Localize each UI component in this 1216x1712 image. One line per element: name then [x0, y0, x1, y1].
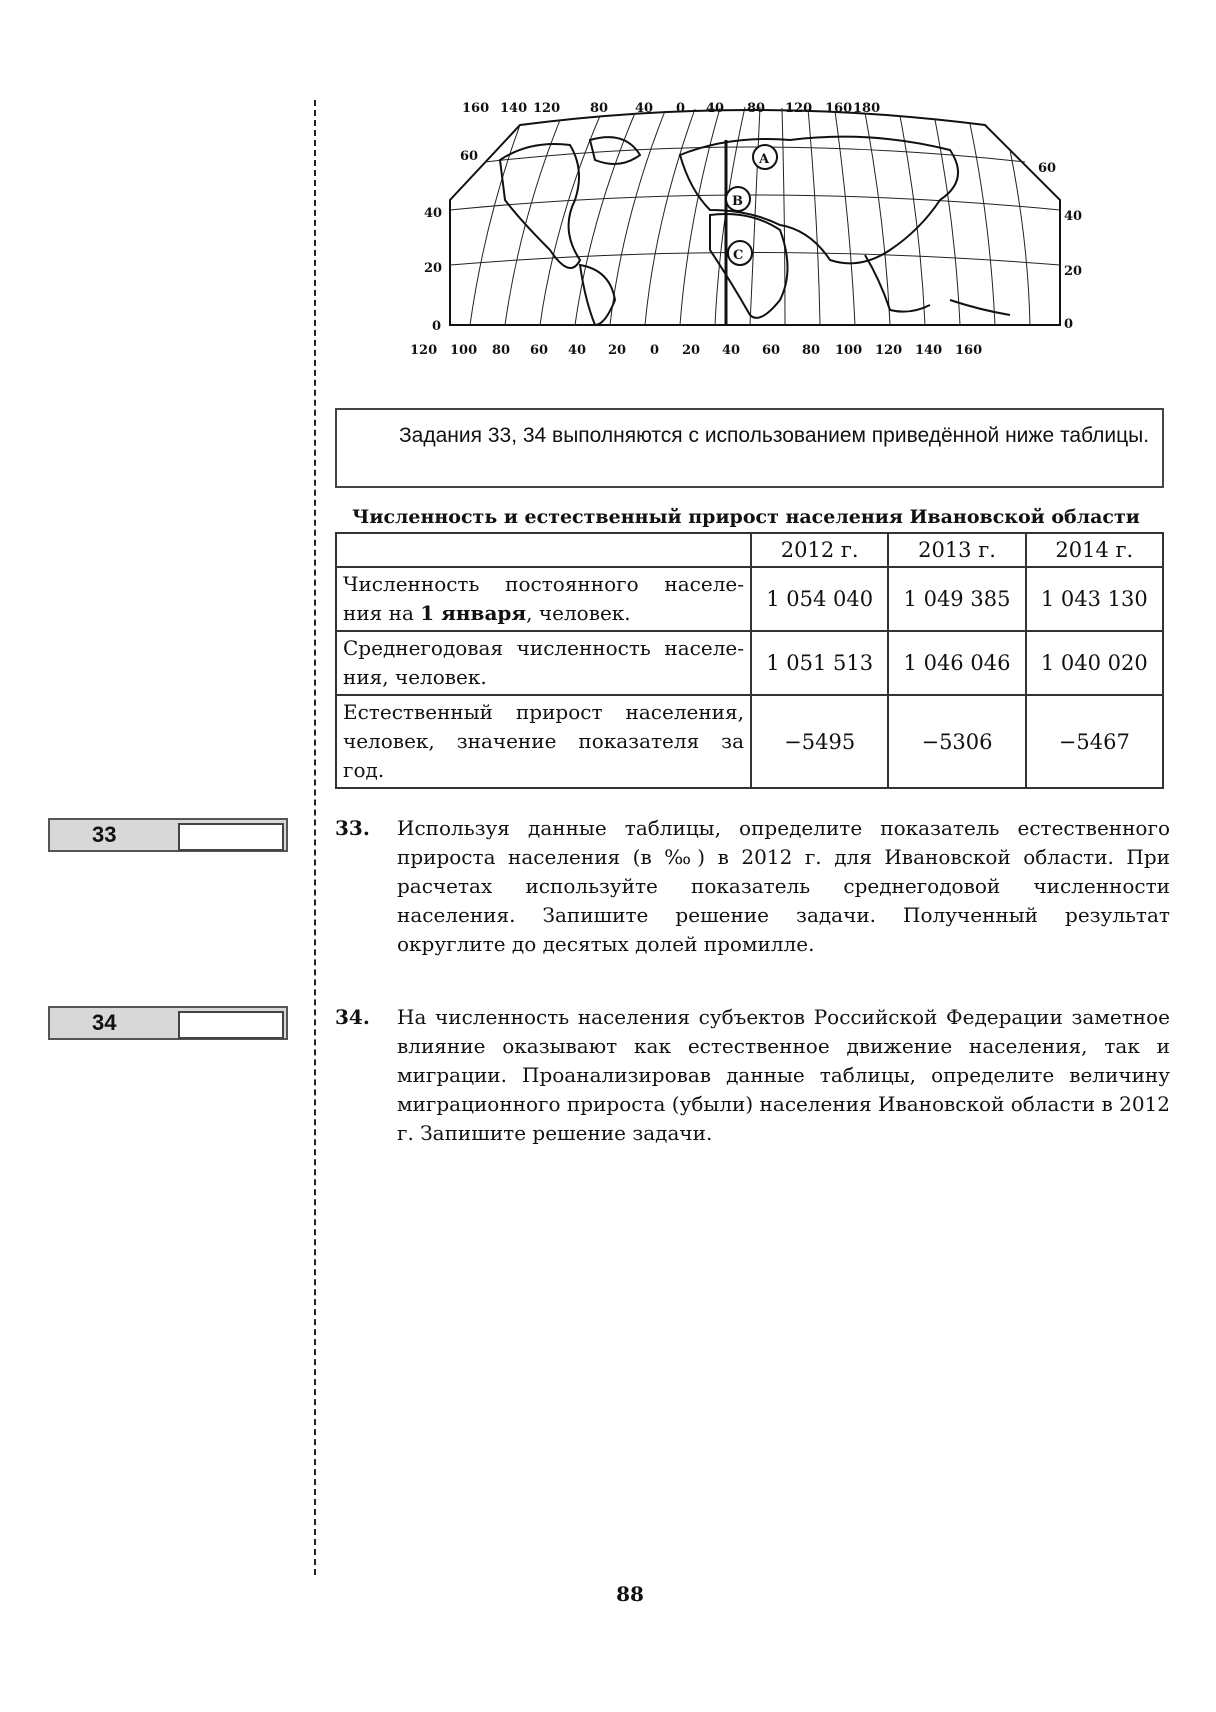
svg-text:60: 60 [460, 149, 479, 164]
top-lon-labels [462, 101, 880, 116]
task-33-number: 33 [92, 822, 117, 847]
header-2012: 2012 г. [751, 533, 888, 567]
svg-text:60: 60 [1038, 161, 1057, 176]
table-row [336, 631, 1163, 695]
svg-text:180: 180 [853, 101, 881, 116]
svg-text:40: 40 [722, 343, 741, 358]
table-cell: 1 043 130 [1026, 567, 1163, 631]
instruction-box [335, 408, 1164, 488]
header-2014: 2014 г. [1026, 533, 1163, 567]
header-empty [336, 533, 751, 567]
task-34-number: 34 [92, 1010, 117, 1035]
world-map [410, 100, 1090, 370]
table-cell: −5306 [888, 695, 1025, 788]
table-row [336, 695, 1163, 788]
svg-text:40: 40 [635, 101, 654, 116]
row-label: Естественный прирост населения, человек, значение показателя за год. [336, 695, 751, 788]
svg-text:40: 40 [424, 206, 443, 221]
task-33-text: Используя данные таблицы, определите показатель естественного прироста населения (в ‰) в 2012 г. для Ивановской области. При расчетах используйте показатель среднегодовой численности населения. Запишите решение задачи. Полученный результат округлите до десятых долей промилле. [397, 816, 1170, 956]
svg-text:C: C [733, 248, 744, 263]
point-c [728, 241, 752, 265]
row-label: Среднегодовая численность населе-ния, человек. [336, 631, 751, 695]
task-33-label: 33. [335, 816, 370, 840]
task-34-label: 34. [335, 1005, 370, 1029]
task-34 [335, 1003, 1170, 1148]
svg-text:160: 160 [825, 101, 853, 116]
task-33 [335, 814, 1170, 959]
svg-text:40: 40 [568, 343, 587, 358]
svg-text:120: 120 [875, 343, 903, 358]
svg-text:120: 120 [410, 343, 438, 358]
task-34-answer-field[interactable] [178, 1011, 284, 1039]
table-cell: 1 054 040 [751, 567, 888, 631]
svg-text:60: 60 [530, 343, 549, 358]
page-number: 88 [616, 1582, 644, 1606]
svg-text:20: 20 [608, 343, 627, 358]
svg-text:0: 0 [432, 319, 442, 334]
task-33-answer-field[interactable] [178, 823, 284, 851]
svg-text:20: 20 [424, 261, 443, 276]
svg-text:140: 140 [915, 343, 943, 358]
table-cell: −5495 [751, 695, 888, 788]
svg-text:100: 100 [450, 343, 478, 358]
svg-text:80: 80 [802, 343, 821, 358]
svg-text:40: 40 [1064, 209, 1083, 224]
table-cell: −5467 [1026, 695, 1163, 788]
svg-text:A: A [759, 152, 770, 167]
svg-text:120: 120 [785, 101, 813, 116]
svg-text:20: 20 [682, 343, 701, 358]
svg-text:100: 100 [835, 343, 863, 358]
svg-text:160: 160 [955, 343, 983, 358]
task-34-text: На численность населения субъектов Российской Федерации заметное влияние оказывают как естественное движение населения, так и миграции. Проанализировав данные таблицы, определите величину миграционного прироста (убыли) населения Ивановской области в 2012 г. Запишите решение задачи. [397, 1005, 1170, 1145]
point-b [726, 187, 750, 211]
svg-text:80: 80 [747, 101, 766, 116]
point-a [753, 145, 777, 169]
task-33-answer-box [48, 818, 288, 852]
svg-text:140: 140 [500, 101, 528, 116]
population-table [335, 532, 1164, 789]
svg-text:120: 120 [533, 101, 561, 116]
svg-text:160: 160 [462, 101, 490, 116]
svg-text:20: 20 [1064, 264, 1083, 279]
bottom-lon-labels [410, 343, 982, 358]
row-label: Численность постоянного населе-ния на 1 января, человек. [336, 567, 751, 631]
svg-text:80: 80 [590, 101, 609, 116]
task-34-answer-box [48, 1006, 288, 1040]
table-cell: 1 051 513 [751, 631, 888, 695]
svg-text:B: B [732, 194, 743, 209]
table-cell: 1 049 385 [888, 567, 1025, 631]
header-2013: 2013 г. [888, 533, 1025, 567]
table-row [336, 567, 1163, 631]
svg-text:0: 0 [1064, 317, 1074, 332]
table-title: Численность и естественный прирост населения Ивановской области [352, 506, 1140, 528]
table-header-row [336, 533, 1163, 567]
table-cell: 1 046 046 [888, 631, 1025, 695]
map-svg [410, 100, 1090, 370]
svg-text:40: 40 [706, 101, 725, 116]
table-cell: 1 040 020 [1026, 631, 1163, 695]
instruction-text: Задания 33, 34 выполняются с использованием приведённой ниже таблицы. [399, 424, 1150, 447]
svg-text:80: 80 [492, 343, 511, 358]
svg-text:0: 0 [676, 101, 686, 116]
svg-text:60: 60 [762, 343, 781, 358]
left-lat-labels [424, 149, 478, 334]
cut-line [314, 100, 316, 1575]
svg-text:0: 0 [650, 343, 660, 358]
